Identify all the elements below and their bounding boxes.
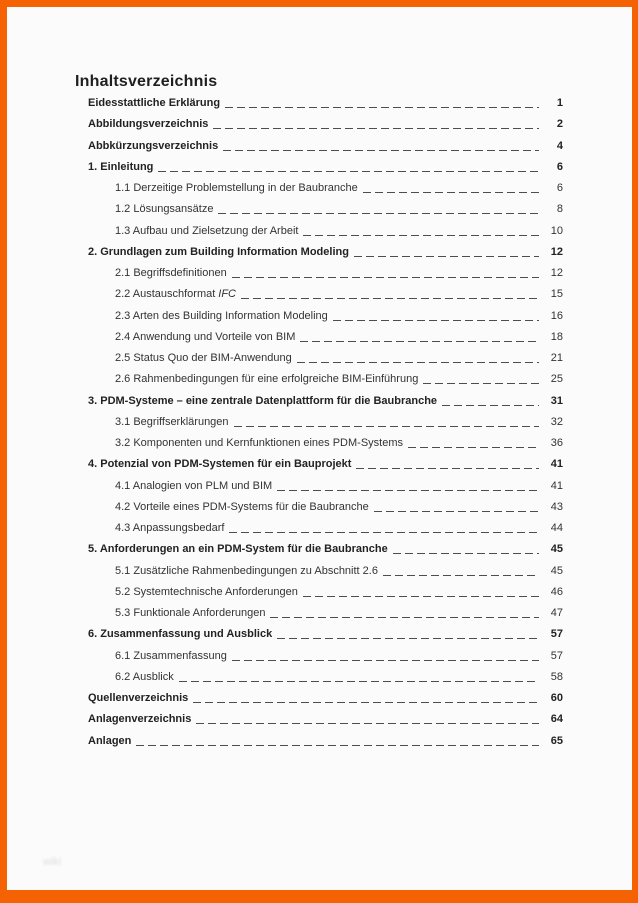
toc-entry-label: 2.6 Rahmenbedingungen für eine erfolgreiche BIM-Einführung <box>115 373 419 386</box>
toc-entry-page: 47 <box>550 607 563 619</box>
dot-leader <box>218 213 539 214</box>
toc-entry-label: 6.2 Ausblick <box>115 670 174 683</box>
toc-entry-label: 2.3 Arten des Building Information Modeling <box>115 309 328 322</box>
toc-entry-label: 4.1 Analogien von PLM und BIM <box>115 479 273 492</box>
toc-entry <box>115 565 563 586</box>
toc-entry-label: 3. PDM-Systeme – eine zentrale Datenplattform für die Baubranche <box>88 394 438 407</box>
dot-leader <box>303 235 539 236</box>
toc-entry <box>115 331 563 352</box>
toc-entry <box>115 586 563 607</box>
toc-entry-page: 64 <box>550 713 563 726</box>
toc-entry <box>88 692 563 713</box>
toc-entry-label: Eidesstattliche Erklärung <box>88 97 221 109</box>
toc-entry <box>115 203 563 224</box>
toc-entry <box>115 501 563 522</box>
toc-entry-label: 5.3 Funktionale Anforderungen <box>115 607 266 619</box>
dot-leader <box>297 362 539 363</box>
toc-entry <box>115 182 563 203</box>
dot-leader <box>277 490 539 491</box>
toc-entry <box>115 607 563 628</box>
toc-entry-label: 2.4 Anwendung und Vorteile von BIM <box>115 330 296 343</box>
toc-entry-label: 6. Zusammenfassung und Ausblick <box>88 628 273 641</box>
toc-entry-page: 45 <box>550 564 563 577</box>
toc-entry-page: 36 <box>550 437 563 449</box>
dot-leader <box>277 638 539 639</box>
toc-list <box>75 97 563 756</box>
dot-leader <box>136 745 539 746</box>
toc-entry <box>88 118 563 139</box>
toc-entry <box>88 246 563 267</box>
toc-entry <box>115 671 563 692</box>
toc-entry-page: 45 <box>550 543 563 556</box>
toc-entry-label: 3.1 Begriffserklärungen <box>115 415 229 428</box>
toc-entry-label: 2. Grundlagen zum Building Information Modeling <box>88 245 349 258</box>
toc-entry <box>115 225 563 246</box>
toc-entry <box>88 458 563 479</box>
toc-entry-page: 12 <box>550 245 563 258</box>
dot-leader <box>423 383 539 384</box>
toc-entry-label: 2.5 Status Quo der BIM-Anwendung <box>115 352 292 364</box>
toc-entry-label: 2.2 Austauschformat <box>115 288 216 301</box>
dot-leader <box>223 150 539 151</box>
dot-leader <box>300 341 539 342</box>
toc-entry <box>88 140 563 161</box>
dot-leader <box>333 320 539 321</box>
toc-entry-label-italic: IFC <box>218 288 237 301</box>
toc-entry-label: 5.1 Zusätzliche Rahmenbedingungen zu Abschnitt 2.6 <box>115 564 378 577</box>
dot-leader <box>158 171 539 172</box>
dot-leader <box>408 447 539 448</box>
toc-entry-page: 16 <box>550 309 563 322</box>
toc-entry <box>88 97 563 118</box>
dot-leader <box>356 468 539 469</box>
dot-leader <box>234 426 539 427</box>
toc-entry-page: 58 <box>550 670 563 683</box>
dot-leader <box>270 617 539 618</box>
toc-entry-page: 46 <box>550 585 563 598</box>
toc-entry-page: 41 <box>550 479 563 492</box>
dot-leader <box>225 107 539 108</box>
toc-entry-label: Anlagenverzeichnis <box>88 713 192 726</box>
dot-leader <box>232 277 539 278</box>
toc-entry-page: 12 <box>550 267 563 279</box>
dot-leader <box>196 723 539 724</box>
toc-entry-page: 21 <box>550 352 563 364</box>
dot-leader <box>303 596 539 597</box>
toc-entry-label: Quellenverzeichnis <box>88 692 189 704</box>
toc-entry-label: 4. Potenzial von PDM-Systemen für ein Bauprojekt <box>88 458 352 471</box>
toc-entry <box>115 310 563 331</box>
dot-leader <box>213 128 539 129</box>
dot-leader <box>393 553 539 554</box>
toc-entry-page: 25 <box>550 373 563 386</box>
toc-entry-label: 5. Anforderungen an ein PDM-System für die Baubranche <box>88 543 388 556</box>
toc-entry <box>115 416 563 437</box>
toc-entry <box>115 288 563 309</box>
toc-entry-label: 1.3 Aufbau und Zielsetzung der Arbeit <box>115 224 299 237</box>
toc-entry-page: 44 <box>550 522 563 534</box>
toc-entry-page: 8 <box>556 203 563 216</box>
dot-leader <box>363 192 539 193</box>
toc-entry-label: 1. Einleitung <box>88 160 154 173</box>
toc-entry-page: 1 <box>556 97 563 109</box>
toc-entry-page: 32 <box>550 415 563 428</box>
dot-leader <box>193 702 539 703</box>
toc-entry <box>115 352 563 373</box>
toc-entry-page: 6 <box>556 160 563 173</box>
toc-entry-label: Anlagen <box>88 734 132 747</box>
toc-entry-label: 5.2 Systemtechnische Anforderungen <box>115 585 298 598</box>
dot-leader <box>442 405 539 406</box>
toc-entry-label: 2.1 Begriffsdefinitionen <box>115 267 227 279</box>
dot-leader <box>179 681 539 682</box>
toc-entry-page: 6 <box>556 182 563 194</box>
toc-entry-page: 4 <box>556 139 563 152</box>
toc-entry-label: Abbildungsverzeichnis <box>88 118 209 131</box>
toc-entry-label: 6.1 Zusammenfassung <box>115 649 227 662</box>
toc-entry-label: 4.3 Anpassungsbedarf <box>115 522 225 534</box>
dot-leader <box>383 575 539 576</box>
page-title: Inhaltsverzeichnis <box>75 73 218 90</box>
toc-entry-page: 65 <box>550 734 563 747</box>
dot-leader <box>232 660 539 661</box>
toc-entry <box>115 437 563 458</box>
toc-entry-label: 3.2 Komponenten und Kernfunktionen eines PDM-Systems <box>115 437 403 449</box>
dot-leader <box>241 298 539 299</box>
toc-entry-label: 4.2 Vorteile eines PDM-Systems für die Baubranche <box>115 500 369 513</box>
dot-leader <box>374 511 539 512</box>
toc-entry-page: 15 <box>550 288 563 301</box>
toc-entry <box>88 713 563 734</box>
toc-entry-page: 10 <box>550 224 563 237</box>
toc-entry <box>115 522 563 543</box>
toc-entry <box>115 650 563 671</box>
toc-entry <box>88 161 563 182</box>
toc-entry <box>115 267 563 288</box>
toc-entry-page: 57 <box>550 649 563 662</box>
toc-entry-label: 1.1 Derzeitige Problemstellung in der Baubranche <box>115 182 358 194</box>
toc-entry-page: 57 <box>550 628 563 641</box>
toc-entry-page: 18 <box>550 330 563 343</box>
toc-entry <box>88 543 563 564</box>
toc-entry-label: 1.2 Lösungsansätze <box>115 203 214 216</box>
page-content <box>7 7 632 756</box>
toc-entry <box>88 628 563 649</box>
toc-entry-page: 60 <box>550 692 563 704</box>
watermark: wiki <box>43 856 62 868</box>
toc-entry <box>115 480 563 501</box>
dot-leader <box>229 532 539 533</box>
toc-entry <box>88 735 563 756</box>
toc-entry-page: 31 <box>550 394 563 407</box>
toc-entry-page: 41 <box>550 458 563 471</box>
toc-entry <box>88 395 563 416</box>
toc-entry-page: 43 <box>550 500 563 513</box>
dot-leader <box>354 256 539 257</box>
toc-entry-label: Abbkürzungsverzeichnis <box>88 139 219 152</box>
toc-entry-page: 2 <box>556 118 563 131</box>
toc-entry <box>115 373 563 394</box>
